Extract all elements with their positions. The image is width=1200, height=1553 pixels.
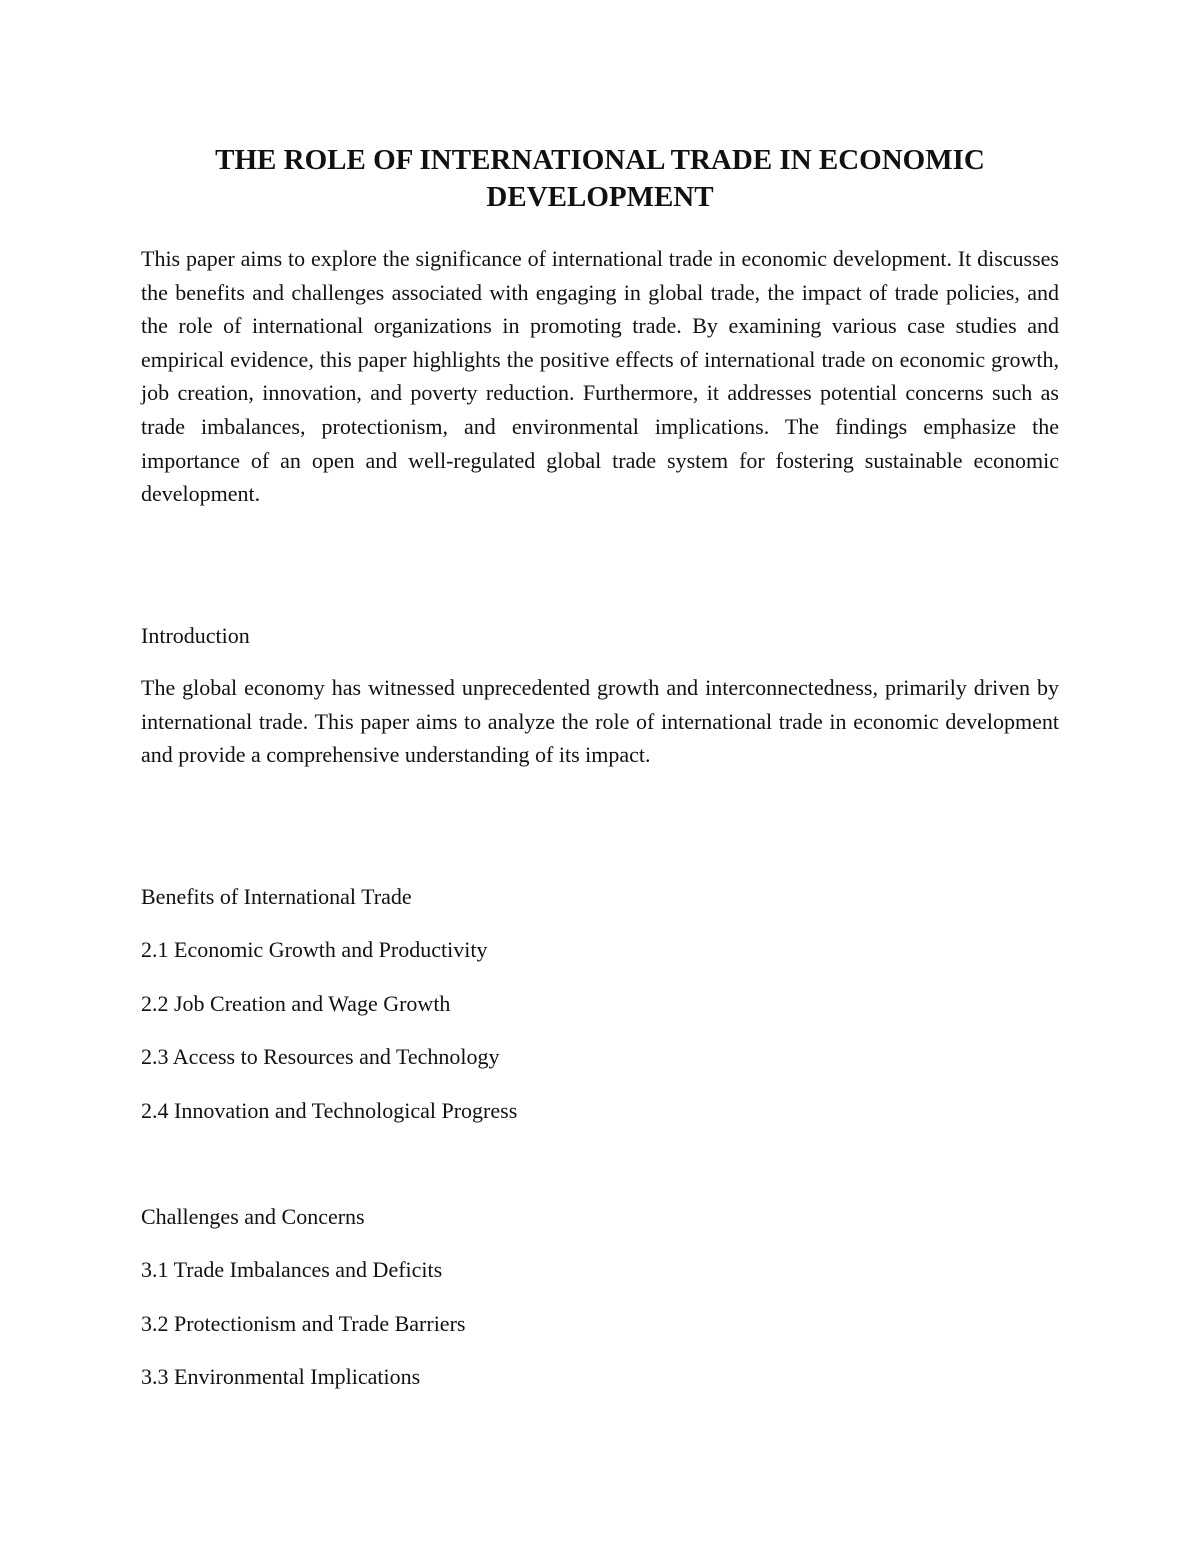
benefits-list-item: 2.3 Access to Resources and Technology — [141, 1044, 500, 1069]
challenges-list-item: 3.2 Protectionism and Trade Barriers — [141, 1311, 466, 1336]
benefits-list-item: 2.1 Economic Growth and Productivity — [141, 937, 488, 962]
challenges-list-item: 3.1 Trade Imbalances and Deficits — [141, 1257, 443, 1282]
benefits-list-item: 2.2 Job Creation and Wage Growth — [141, 991, 451, 1016]
challenges-heading: Challenges and Concerns — [141, 1204, 365, 1229]
document-title: THE ROLE OF INTERNATIONAL TRADE IN ECONOMIC DEVELOPMENT — [215, 144, 985, 213]
benefits-heading: Benefits of International Trade — [141, 884, 412, 909]
benefits-list-item: 2.4 Innovation and Technological Progress — [141, 1098, 518, 1123]
introduction-paragraph: The global economy has witnessed unprecedented growth and interconnectedness, primarily driven by international trade. This paper aims to analyze the role of international trade in economic development and provide a comprehensive understanding of its impact. — [141, 675, 1059, 768]
abstract-paragraph: This paper aims to explore the significance of international trade in economic development. It discusses the benefits and challenges associated with engaging in global trade, the impact of trade policies, and the role of international organizations in promoting trade. By examining various case studies and empirical evidence, this paper highlights the positive effects of international trade on economic growth, job creation, innovation, and poverty reduction. Furthermore, it addresses potential concerns such as trade imbalances, protectionism, and environmental implications. The findings emphasize the importance of an open and well-regulated global trade system for fostering sustainable economic development. — [141, 246, 1059, 507]
introduction-heading: Introduction — [141, 623, 250, 648]
challenges-list-item: 3.3 Environmental Implications — [141, 1364, 421, 1389]
